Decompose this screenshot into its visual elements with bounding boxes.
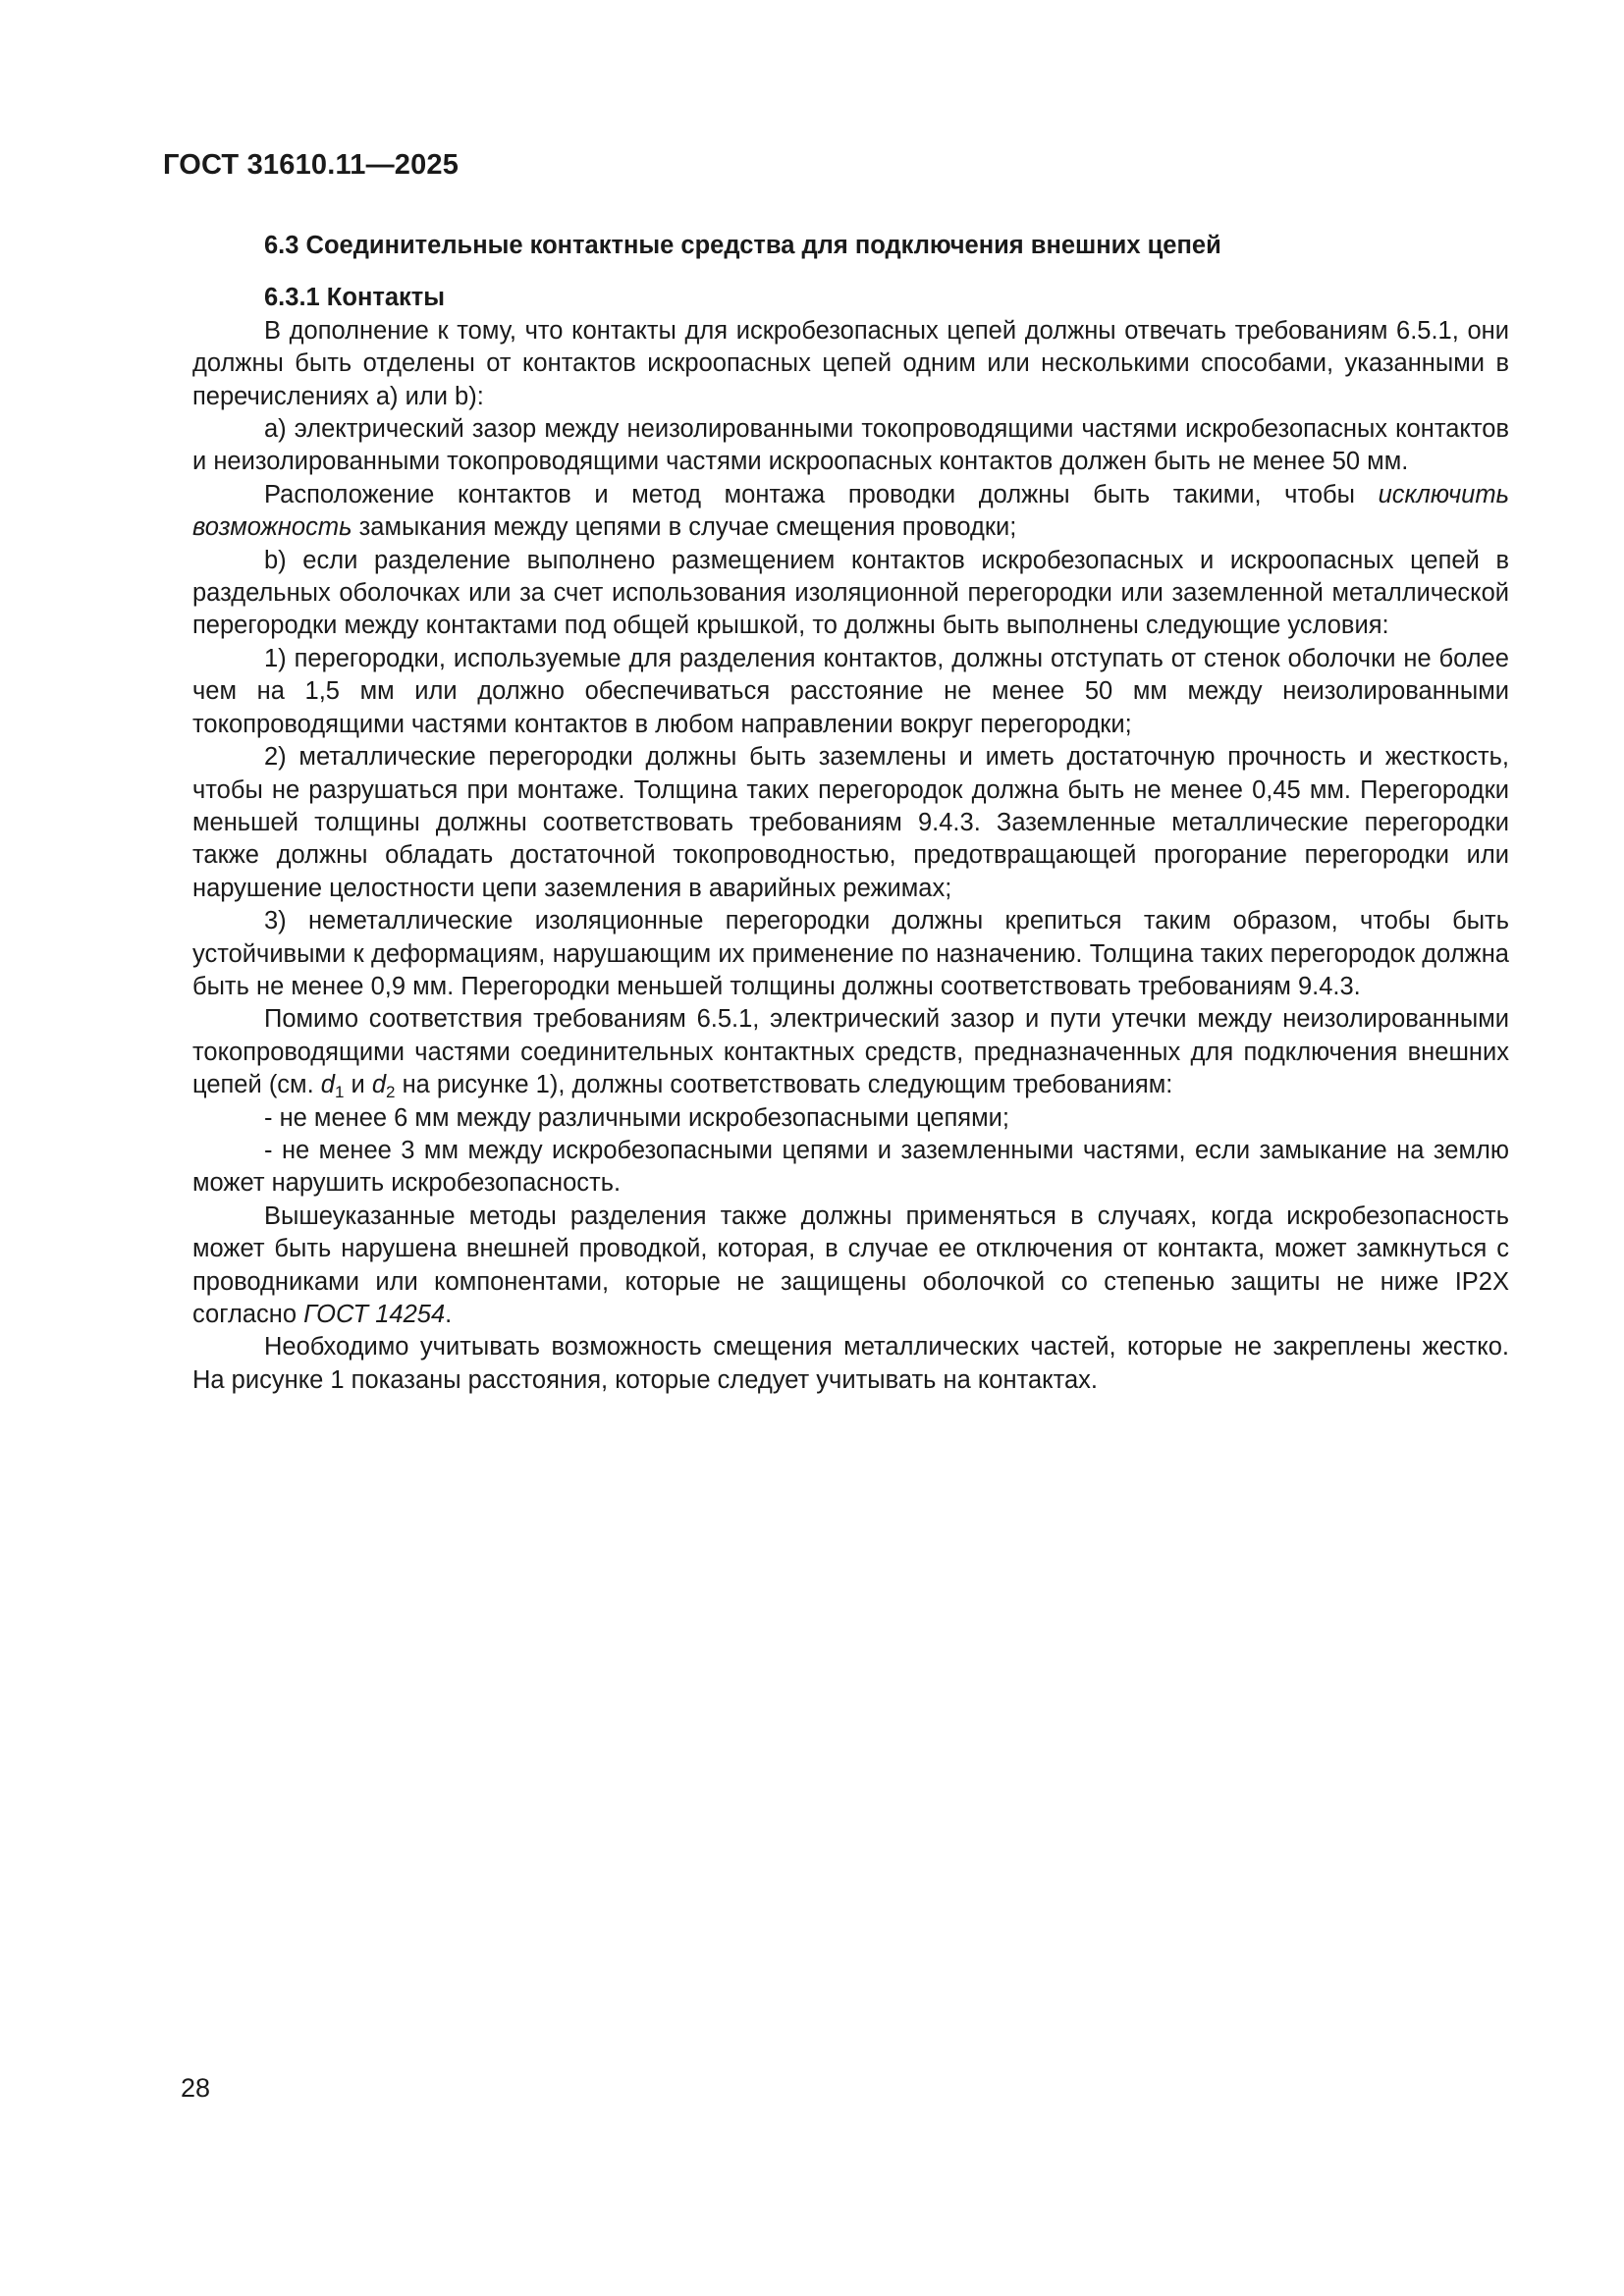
italic-text: d — [320, 1071, 335, 1099]
paragraph — [192, 1331, 1509, 1397]
page-number: 28 — [181, 2073, 211, 2103]
paragraph — [192, 1003, 1509, 1101]
paragraph — [192, 1135, 1509, 1201]
paragraph — [192, 1201, 1509, 1332]
text-run: - не менее 6 мм между различными искробезопасными цепями; — [264, 1103, 1009, 1132]
text-run: Помимо соответствия требованиям 6.5.1, электрический зазор и пути утечки между неизолированными токопроводящими частями соединительных контактных средств, предназначенных для подключения внешних цепей (см. — [192, 1005, 1509, 1099]
text-run: 1) перегородки, используемые для разделения контактов, должны отступать от стенок оболочки не более чем на 1,5 мм или должно обеспечиваться расстояние не менее 50 мм между неизолированными токопроводящими частями контактов в любом направлении вокруг перегородки; — [192, 644, 1509, 738]
running-header: ГОСТ 31610.11—2025 — [163, 149, 460, 181]
paragraph — [192, 905, 1509, 1003]
subscript-text: 1 — [334, 1083, 345, 1102]
text-run: на рисунке 1), должны соответствовать следующим требованиям: — [395, 1071, 1173, 1099]
paragraphs-container — [192, 315, 1509, 1397]
text-run: b) если разделение выполнено размещением контактов искробезопасных и искроопасных цепей в раздельных оболочках или за счет использования изоляционной перегородки или заземленной металлической перегородки между контактами под общей крышкой, то должны быть выполнены следующие условия: — [192, 546, 1509, 640]
section-heading: 6.3 Соединительные контактные средства для подключения внешних цепей — [264, 232, 1221, 259]
text-run: и — [344, 1071, 372, 1099]
text-run: замыкания между цепями в случае смещения проводки; — [352, 513, 1017, 542]
text-run: . — [445, 1301, 453, 1328]
paragraph — [192, 741, 1509, 905]
document-body — [192, 230, 1509, 1397]
italic-text: d — [371, 1071, 387, 1099]
text-run: - не менее 3 мм между искробезопасными цепями и заземленными частями, если замыкание на землю может нарушить искробезопасность. — [192, 1136, 1509, 1198]
subsection-heading: 6.3.1 Контакты — [264, 284, 446, 312]
text-run: Расположение контактов и метод монтажа проводки должны быть такими, чтобы — [264, 480, 1379, 508]
italic-text: ГОСТ 14254 — [303, 1301, 446, 1328]
paragraph — [192, 413, 1509, 479]
text-run: 3) неметаллические изоляционные перегородки должны крепиться таким образом, чтобы быть устойчивыми к деформациям, нарушающим их применение по назначению. Толщина таких перегородок должна быть не менее 0,9 мм. Перегородки меньшей толщины должны соответствовать требованиям 9.4.3. — [192, 907, 1509, 1000]
paragraph — [192, 479, 1509, 545]
text-run: a) электрический зазор между неизолированными токопроводящими частями искробезопасных контактов и неизолированными токопроводящими частями искроопасных контактов должен быть не менее 50 мм. — [192, 415, 1509, 476]
text-run: 2) металлические перегородки должны быть заземлены и иметь достаточную прочность и жесткость, чтобы не разрушаться при монтаже. Толщина таких перегородок должна быть не менее 0,45 мм. Перегородки меньшей толщины должны соответствовать требованиям 9.4.3. Заземленные металлические перегородки также должны обладать достаточной токопроводностью, предотвращающей прогорание перегородки или нарушение целостности цепи заземления в аварийных режимах; — [192, 743, 1509, 902]
paragraph — [192, 545, 1509, 643]
paragraph — [192, 315, 1509, 413]
text-run: В дополнение к тому, что контакты для искробезопасных цепей должны отвечать требованиям 6.5.1, они должны быть отделены от контактов искроопасных цепей одним или несколькими способами, указанными в перечислениях a) или b): — [192, 316, 1509, 410]
paragraph — [192, 643, 1509, 741]
italic-text: исключить возможность — [192, 480, 1509, 542]
subscript-text: 2 — [386, 1083, 396, 1102]
text-run: Необходимо учитывать возможность смещения металлических частей, которые не закреплены жестко. На рисунке 1 показаны расстояния, которые следует учитывать на контактах. — [192, 1333, 1509, 1394]
paragraph — [192, 1102, 1509, 1135]
text-run: Вышеуказанные методы разделения также должны применяться в случаях, когда искробезопасность может быть нарушена внешней проводкой, которая, в случае ее отключения от контакта, может замкнуться с проводниками или компонентами, которые не защищены оболочкой со степенью защиты не ниже IP2X согласно — [192, 1201, 1509, 1328]
